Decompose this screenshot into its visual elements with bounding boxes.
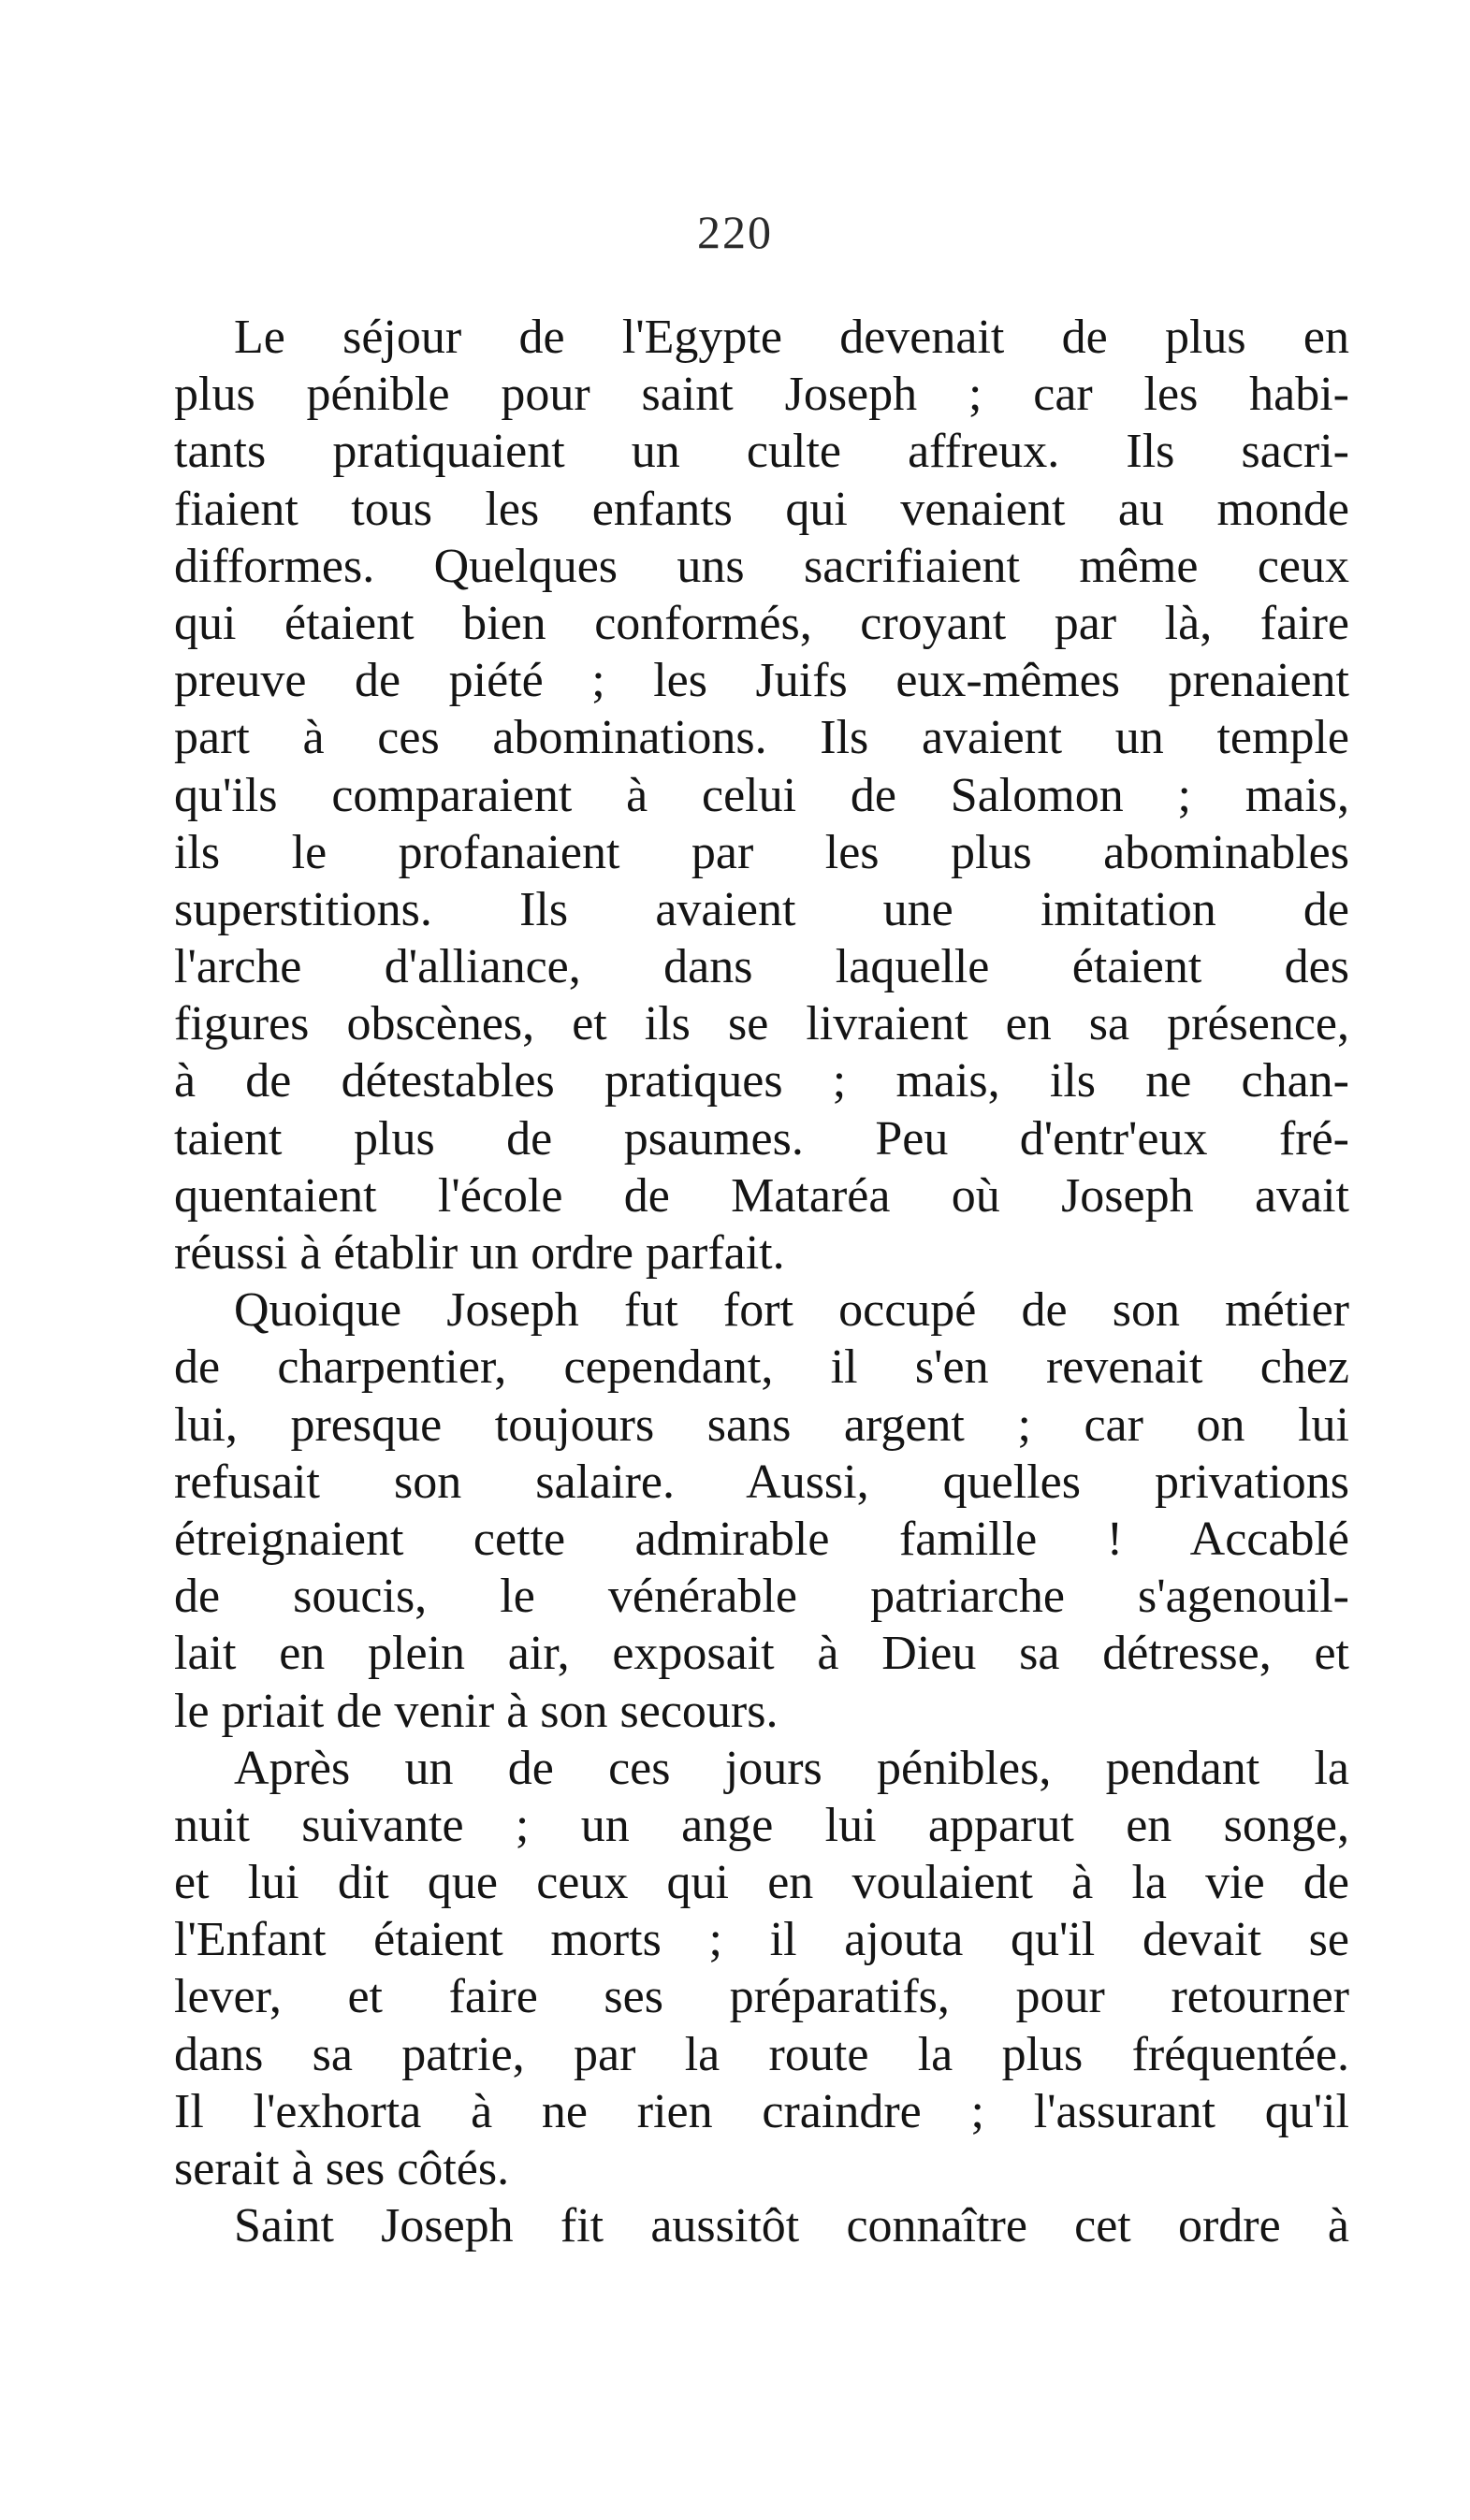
text-line: dans sa patrie, par la route la plus fréquentée. bbox=[174, 2027, 1349, 2081]
text-line: qui étaient bien conformés, croyant par là, faire bbox=[174, 596, 1349, 650]
text-line: nuit suivante ; un ange lui apparut en songe, bbox=[174, 1798, 1349, 1852]
text-line: l'Enfant étaient morts ; il ajouta qu'il devait se bbox=[174, 1913, 1349, 1967]
text-line: étreignaient cette admirable famille ! Accablé bbox=[174, 1512, 1349, 1566]
paragraph bbox=[174, 2197, 1349, 2254]
paragraph bbox=[174, 1282, 1349, 1740]
text-line: taient plus de psaumes. Peu d'entr'eux fré- bbox=[174, 1111, 1349, 1166]
text-line: lait en plein air, exposait à Dieu sa détresse, et bbox=[174, 1627, 1349, 1681]
text-line: réussi à établir un ordre parfait. bbox=[174, 1226, 785, 1280]
text-line: superstitions. Ils avaient une imitation de bbox=[174, 882, 1349, 936]
text-line: preuve de piété ; les Juifs eux-mêmes prenaient bbox=[174, 654, 1349, 708]
text-line: Il l'exhorta à ne rien craindre ; l'assurant qu'il bbox=[174, 2084, 1349, 2138]
text-line: tants pratiquaient un culte affreux. Ils sacri- bbox=[174, 425, 1349, 479]
paragraph bbox=[174, 309, 1349, 1282]
text-line: Le séjour de l'Egypte devenait de plus en bbox=[234, 311, 1349, 364]
text-line: lever, et faire ses préparatifs, pour retourner bbox=[174, 1970, 1349, 2024]
paragraph bbox=[174, 1740, 1349, 2198]
text-line: plus pénible pour saint Joseph ; car les habi- bbox=[174, 368, 1349, 422]
text-line: ils le profanaient par les plus abominables bbox=[174, 825, 1349, 879]
text-line: de charpentier, cependant, il s'en revenait chez bbox=[174, 1340, 1349, 1395]
text-line: quentaient l'école de Mataréa où Joseph avait bbox=[174, 1168, 1349, 1223]
text-line: de soucis, le vénérable patriarche s'agenouil- bbox=[174, 1570, 1349, 1624]
text-line: le priait de venir à son secours. bbox=[174, 1684, 779, 1738]
text-line: Quoique Joseph fut fort occupé de son métier bbox=[234, 1283, 1349, 1338]
text-line: difformes. Quelques uns sacrifiaient même ceux bbox=[174, 539, 1349, 593]
text-line: fiaient tous les enfants qui venaient au monde bbox=[174, 482, 1349, 536]
text-line: refusait son salaire. Aussi, quelles privations bbox=[174, 1455, 1349, 1509]
text-line: figures obscènes, et ils se livraient en sa présence, bbox=[174, 997, 1349, 1051]
body-text bbox=[174, 309, 1349, 2254]
text-line: l'arche d'alliance, dans laquelle étaient des bbox=[174, 940, 1349, 994]
text-line: à de détestables pratiques ; mais, ils ne chan- bbox=[174, 1054, 1349, 1108]
text-line: part à ces abominations. Ils avaient un temple bbox=[174, 711, 1349, 765]
text-line: Après un de ces jours pénibles, pendant la bbox=[234, 1741, 1349, 1795]
text-line: qu'ils comparaient à celui de Salomon ; mais, bbox=[174, 768, 1349, 822]
page-number: 220 bbox=[697, 206, 773, 258]
text-line: lui, presque toujours sans argent ; car on lui bbox=[174, 1398, 1349, 1452]
text-line: serait à ses côtés. bbox=[174, 2142, 510, 2195]
text-line: et lui dit que ceux qui en voulaient à la vie de bbox=[174, 1856, 1349, 1910]
text-line: Saint Joseph fit aussitôt connaître cet ordre à bbox=[234, 2199, 1349, 2253]
